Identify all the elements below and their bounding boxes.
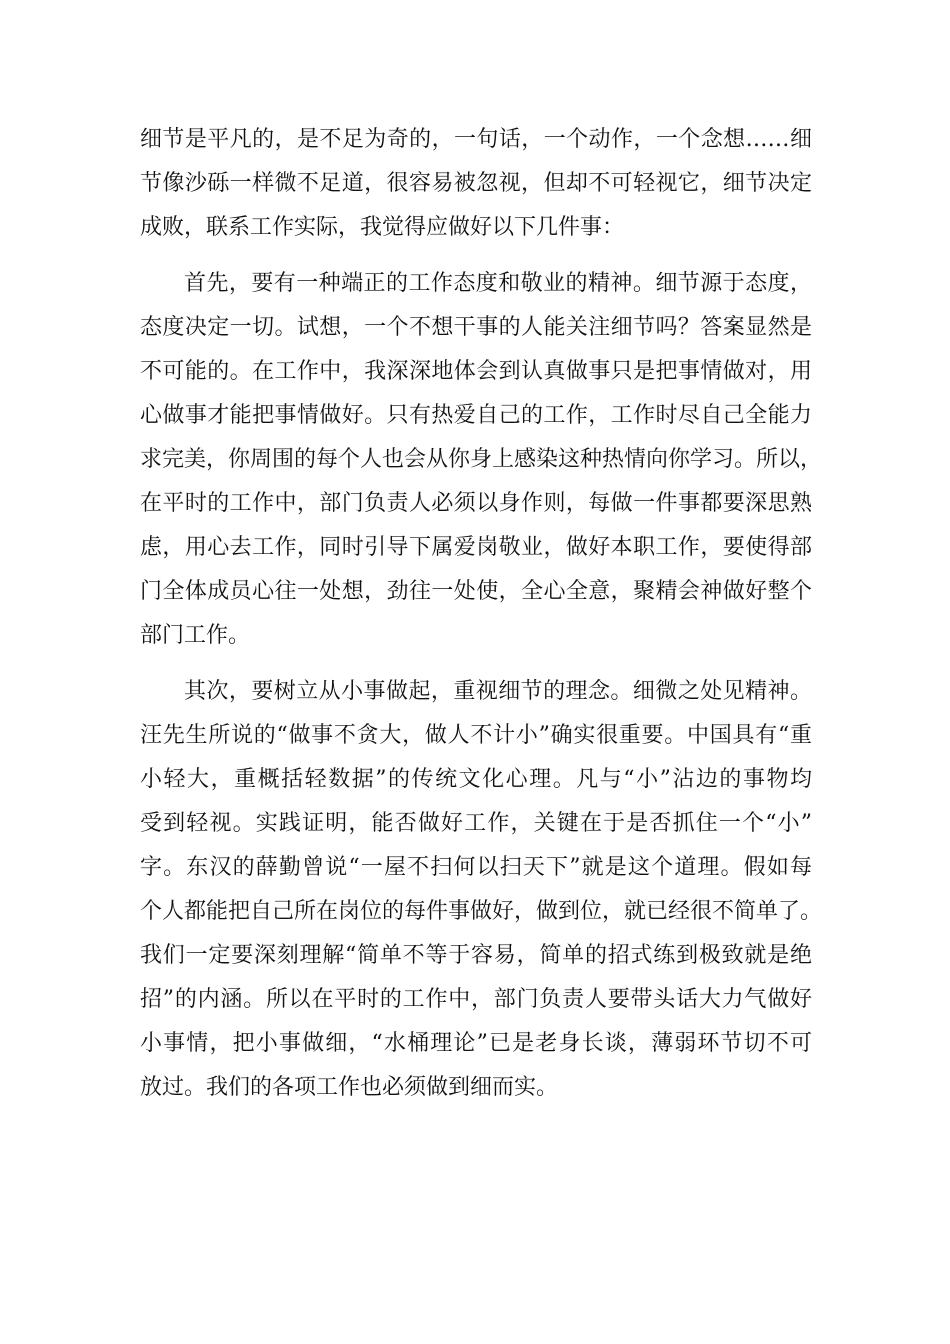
text-line: 首先，要有一种端正的工作态度和敬业的精神。细节源于态度，: [184, 271, 812, 296]
paragraph-intro: [140, 118, 812, 250]
document-body: [140, 118, 823, 1110]
text-line: 放过。我们的各项工作也必须做到细而实。: [140, 1075, 559, 1100]
text-line: 受到轻视。实践证明，能否做好工作，关键在于是否抓住一个“小”: [140, 811, 812, 836]
text-line: 在平时的工作中，部门负责人必须以身作则，每做一件事都要深思熟: [140, 491, 812, 516]
text-line: 心做事才能把事情做好。只有热爱自己的工作，工作时尽自己全能力: [140, 403, 812, 428]
text-line: 招”的内涵。所以在平时的工作中，部门负责人要带头话大力气做好: [140, 987, 812, 1012]
text-line: 我们一定要深刻理解“简单不等于容易，简单的招式练到极致就是绝: [140, 943, 812, 968]
text-line: 求完美，你周围的每个人也会从你身上感染这种热情向你学习。所以，: [140, 447, 823, 472]
text-line: 部门工作。: [140, 623, 251, 648]
text-line: 细节是平凡的，是不足为奇的，一句话，一个动作，一个念想……细: [140, 127, 812, 152]
text-line: 个人都能把自己所在岗位的每件事做好，做到位，就已经很不简单了。: [140, 899, 823, 924]
text-line: 态度决定一切。试想，一个不想干事的人能关注细节吗？答案显然是: [140, 315, 812, 340]
text-line: 小事情，把小事做细，“水桶理论”已是老身长谈，薄弱环节切不可: [140, 1031, 812, 1056]
text-line: 汪先生所说的“做事不贪大，做人不计小”确实很重要。中国具有“重: [140, 723, 812, 748]
text-line: 其次，要树立从小事做起，重视细节的理念。细微之处见精神。: [184, 679, 812, 704]
text-line: 门全体成员心往一处想，劲往一处使，全心全意，聚精会神做好整个: [140, 579, 812, 604]
text-line: 小轻大，重概括轻数据”的传统文化心理。凡与“小”沾边的事物均: [140, 767, 812, 792]
paragraph-second: [140, 670, 823, 1110]
paragraph-first: [140, 262, 823, 658]
text-line: 节像沙砾一样微不足道，很容易被忽视，但却不可轻视它，细节决定: [140, 171, 812, 196]
text-line: 成败，联系工作实际，我觉得应做好以下几件事：: [140, 215, 625, 240]
text-line: 不可能的。在工作中，我深深地体会到认真做事只是把事情做对，用: [140, 359, 812, 384]
text-line: 虑，用心去工作，同时引导下属爱岗敬业，做好本职工作，要使得部: [140, 535, 812, 560]
paragraph-gap: [140, 250, 812, 262]
text-line: 字。东汉的薛勤曾说“一屋不扫何以扫天下”就是这个道理。假如每: [140, 855, 812, 880]
paragraph-gap: [140, 658, 812, 670]
